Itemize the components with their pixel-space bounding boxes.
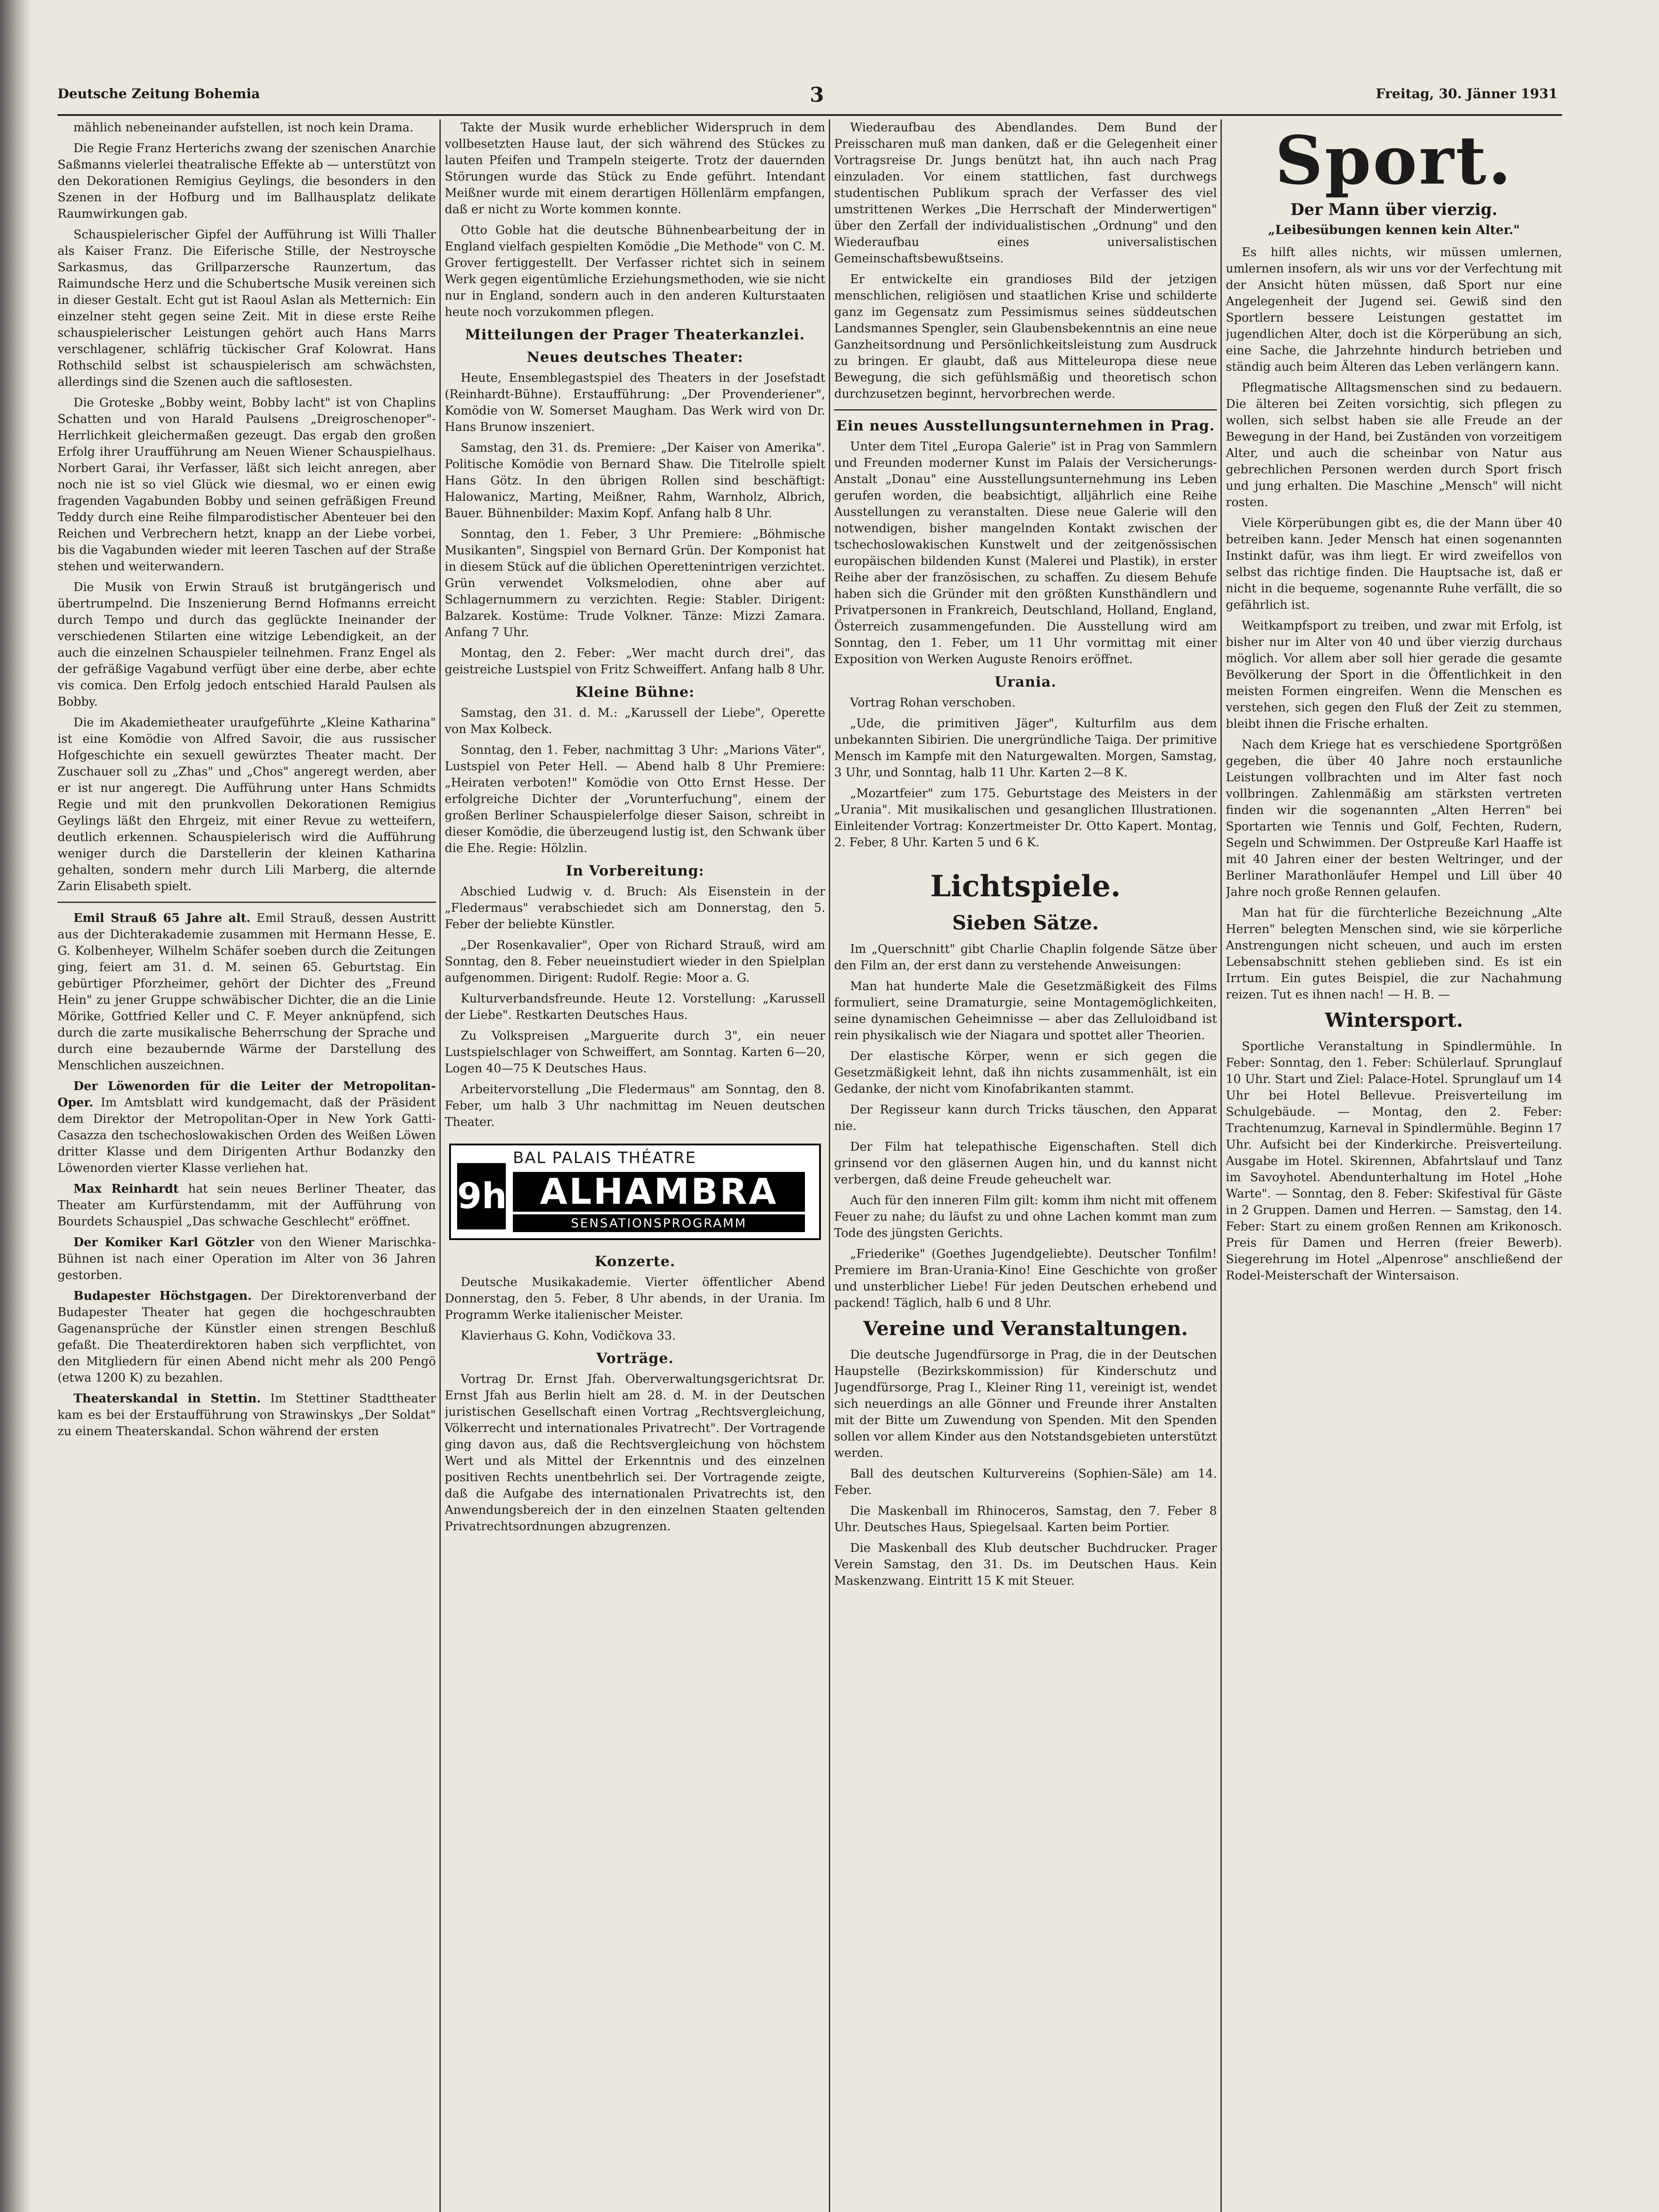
article-paragraph: Die Regie Franz Herterichs zwang der szenischen Anarchie Saßmanns vielerlei theatralische Effekte ab — unterstützt von den Dekorationen Remigius Geylings, die besonders in den Szenen in der Hofburg und im Ballhausplatz delikate Raumwirkungen gab. (58, 142, 436, 221)
alhambra-advertisement (449, 1144, 821, 1240)
club-notice: Die Maskenball des Klub deutscher Buchdrucker. Prager Verein Samstag, den 31. Ds. im Deutschen Haus. Kein Maskenzwang. Eintritt 15 K mit Steuer. (834, 1541, 1217, 1588)
film-notice: „Friederike" (Goethes Jugendgeliebte). Deutscher Tonfilm! Premiere im Bran-Urania-Kino! Eine Geschichte von großer und unsterblicher Liebe! Für jeden Deutschen erhebend und packend! Täglich, halb 6 und 8 Uhr. (834, 1247, 1217, 1310)
article-paragraph: Schauspielerischer Gipfel der Aufführung ist Willi Thaller als Kaiser Franz. Die Eiferische Stille, der Nestroysche Sarkasmus, das Grillparzersche Raunzertum, das Raimundsche Herz und die Schubertsche Musik vereinen sich in dieser Gestalt. Echt gut ist Raoul Aslan als Metternich: Ein einzelner steht gegen seine Zeit. Mit in diese erste Reihe schauspielerischer Leistungen gehört auch Hans Marrs verschlagener, schläfrig tückischer Graf Kolowrat. Hans Rothschild selbst ist schauspielerisch am schwächsten, allerdings sind die Szenen auch die saftlosesten. (58, 228, 436, 389)
club-notice: Ball des deutschen Kulturvereins (Sophien-Säle) am 14. Feber. (834, 1467, 1217, 1497)
article-paragraph: Pflegmatische Alltagsmenschen sind zu bedauern. Die älteren bei Zeiten vorsichtig, sich pflegen zu wollen, sich selbst haben sie alle Freude an der Bewegung in der Hand, bei Zuständen von vorzeitigem Alter, und auch die scheinbar von Natur aus gebrechlichen Personen werden durch Sport frisch und jung erhalten. Die Maschine „Mensch" will nicht rosten. (1226, 381, 1562, 509)
article-paragraph: Der Regisseur kann durch Tricks täuschen, den Apparat nie. (834, 1103, 1217, 1133)
heading-sieben-saetze: Sieben Sätze. (952, 912, 1099, 934)
subheading-vorbereitung: In Vorbereitung: (566, 862, 704, 879)
article-paragraph: Nach dem Kriege hat es verschiedene Sportgrößen gegeben, die über 40 Jahre noch erstaunliche Leistungen vollbrachten und im Alter fast noch vollbringen. Zahlenmäßig am stärksten vertreten finden wir die sogenannten „Alten Herren" bei Sportarten wie Tennis und Golf, Fechten, Rudern, Segeln und Schwimmen. Der Ostpreuße Karl Haaffe ist mit 40 Jahren einer der besten Weltringer, und der Berliner Marathonläufer Hempel und Lill über 40 Jahre noch große Rennen gelaufen. (1226, 738, 1562, 899)
news-note (58, 1234, 436, 1283)
article-paragraph: Die im Akademietheater uraufgeführte „Kleine Katharina" ist eine Komödie von Alfred Savoir, die aus russischer Hofgeschichte ein sexuell gewürztes Theater macht. Der Zuschauer soll zu „Zhas" und „Chos" angeregt werden, aber er ist nur angeregt. Die Aufführung unter Hans Schmidts Regie und mit den prunkvollen Dekorationen Remigius Geylings läßt den Ehrgeiz, mit einer Revue zu wetteifern, deutlich erkennen. Schauspielerisch wird die Aufführung weniger durch die Darstellerin der kleinen Katharina gehalten, sondern mehr durch Lili Marberg, die alternde Zarin Elisabeth spielt. (58, 716, 436, 893)
article-paragraph: Der Film hat telepathische Eigenschaften. Stell dich grinsend vor den gläsernen Augen hin, und du kannst nicht verbergen, daß deine Freude geheuchelt war. (834, 1140, 1217, 1187)
article-paragraph: Weitkampfsport zu treiben, und zwar mit Erfolg, ist bisher nur im Alter von 40 und über vierzig durchaus möglich. Vor allem aber soll hier gerade die gesamte Bevölkerung der Sport in die Öffentlichkeit in den meisten Formen eingreifen. Wenn die Menschen es verstehen, sich gegen den Fluß der Zeit zu stemmen, bleibt ihnen die Frische erhalten. (1226, 619, 1562, 731)
note-text: Im Amtsblatt wird kundgemacht, daß der Präsident dem Direktor der Metropolitan-Oper in New York Gatti-Casazza den tschechoslowakischen Orden des Weißen Löwen dritter Klasse und dem Dirigenten Arthur Bodanzky den Löwenorden vierter Klasse verliehen hat. (58, 1096, 436, 1175)
news-note (58, 1181, 436, 1230)
header-rule (58, 114, 1562, 116)
divider (834, 409, 1217, 411)
article-paragraph: Es hilft alles nichts, wir müssen umlernen, umlernen insofern, als wir uns vor der Verfechtung mit der Ansicht hüten müssen, daß Sport nur eine Angelegenheit der Jugend sei. Gewiß sind den Sportlern bessere Leistungen gestattet im jugendlichen Alter, doch ist die Körperübung an sich, eine Sache, die Jahrzehnte hindurch betrieben und ständig auch beim Älteren das Leben verlängern kann. (1226, 246, 1562, 374)
divider (58, 902, 436, 903)
column-2 (445, 119, 825, 2212)
section-heading-konzerte: Konzerte. (594, 1253, 676, 1270)
page-header (58, 83, 1558, 117)
article-intro: Im „Querschnitt" gibt Charlie Chaplin folgende Sätze über den Film an, der erst dann zu verstehende Anweisungen: (834, 942, 1217, 972)
concert-notice: Deutsche Musikakademie. Vierter öffentlicher Abend Donnerstag, den 5. Feber, 8 Uhr abends, in der Urania. Im Programm Werke italienischer Meister. (445, 1275, 825, 1322)
note-title: Max Reinhardt (73, 1182, 179, 1196)
urania-notice: Vortrag Rohan verschoben. (850, 696, 1016, 710)
note-text: Emil Strauß, dessen Austritt aus der Dichterakademie zusammen mit Hermann Hesse, E. G. Kolbenheyer, Wilhelm Schäfer soeben durch die Zeitungen ging, feiert am 31. d. M. seinen 65. Geburtstag. Ein gebürtiger Pforzheimer, gehört der Dichter des „Freund Hein" zu jener Gruppe schwäbischer Dichter, die an die Linie Mörike, Gottfried Keller und C. F. Meyer anknüpfend, sich durch die zarte musikalische Beherrschung der Sprache und durch eine bezaubernde Wärme der Darstellung des Menschlichen auszeichnen. (58, 911, 436, 1072)
article-paragraph: Otto Goble hat die deutsche Bühnenbearbeitung der in England vielfach gespielten Komödie „Die Methode" von C. M. Grover fertiggestellt. Der Verfasser richtet sich in seinem Werk gegen eigentümliche Erziehungsmethoden, wie sie nicht nur in England, sondern auch in den anderen Kulturstaaten heute noch vorzukommen pflegen. (445, 223, 825, 319)
section-heading-urania: Urania. (994, 673, 1057, 690)
article-paragraph: mählich nebeneinander aufstellen, ist noch kein Drama. (73, 121, 414, 134)
note-text: von den Wiener Marischka-Bühnen ist nach einer Operation im Alter von 36 Jahren gestorben. (58, 1236, 436, 1282)
theater-notice: „Der Rosenkavalier", Oper von Richard Strauß, wird am Sonntag, den 8. Feber neueinstudiert wieder in den Spielplan aufgenommen. Dirigent: Rudolf. Regie: Moor a. G. (445, 938, 825, 985)
note-text: hat sein neues Berliner Theater, das Theater am Kurfürstendamm, mit der Aufführung von Bourdets Schauspiel „Das schwache Geschlecht" eröffnet. (58, 1182, 436, 1229)
article-paragraph: Auch für den inneren Film gilt: komm ihm nicht mit offenem Feuer zu nahe; du läufst zu und ohne Lachen kommt man zum Tode des jüngsten Gerichts. (834, 1194, 1217, 1240)
urania-notice: „Mozartfeier" zum 175. Geburtstage des Meisters in der „Urania". Mit musikalischen und gesanglichen Illustrationen. Einleitender Vortrag: Konzertmeister Dr. Otto Kapert. Montag, 2. Feber, 8 Uhr. Karten 5 und 6 K. (834, 787, 1217, 849)
column-3 (834, 119, 1217, 2212)
ad-logo: 9h (457, 1163, 506, 1229)
urania-notice: „Ude, die primitiven Jäger", Kulturfilm aus dem unbekannten Sibirien. Die unergründliche Taiga. Der primitive Mensch im Kampfe mit den Naturgewalten. Morgen, Samstag, 3 Uhr, und Sonntag, halb 11 Uhr. Karten 2—8 K. (834, 717, 1217, 780)
theater-notice: Heute, Ensemblegastspiel des Theaters in der Josefstadt (Reinhardt-Bühne). Erstaufführung: „Der Provenderiener", Komödie von W. Somerset Maugham. Das Werk wird von Dr. Hans Brunow inszeniert. (445, 371, 825, 434)
column-1 (58, 119, 436, 2212)
ad-venue: BAL PALAIS THÉATRE (513, 1149, 697, 1167)
ad-subtitle: SENSATIONSPROGRAMM (513, 1214, 805, 1232)
lecture-notice: Vortrag Dr. Ernst Jfah. Oberverwaltungsgerichtsrat Dr. Ernst Jfah aus Berlin hielt am 28. d. M. in der Deutschen juristischen Gesellschaft einen Vortrag „Rechtsvergleichung, Völkerrecht und internationales Privatrecht". Der Vortragende ging davon aus, daß die Rechtsvergleichung von höchstem Wert und als Mittel der Erkenntnis und des einzelnen positiven Rechts unentbehrlich sei. Der Vortragende zeigte, daß die Aufgabe des internationalen Privatrechts ist, den Anwendungsbereich der in den einzelnen Staaten geltenden Privatrechtsordnungen abzugrenzen. (445, 1372, 825, 1533)
note-text: Der Direktorenverband der Budapester Theater hat gegen die hochgeschraubten Gagenansprüche der Künstler einen strengen Beschluß gefaßt. Die Theaterdirektoren haben sich verpflichtet, von den Mitgliedern für einen Abend nicht mehr als 200 Pengö (etwa 1200 K) zu bezahlen. (58, 1289, 436, 1385)
article-paragraph: Der elastische Körper, wenn er sich gegen die Gesetzmäßigkeit lehnt, daß ihn nichts zusammenhält, ist ein Gedanke, der nicht vom Kinofabrikanten stammt. (834, 1049, 1217, 1096)
article-paragraph: Man hat hunderte Male die Gesetzmäßigkeit des Films formuliert, seine Dramaturgie, seine Montagemöglichkeiten, seine dynamischen Geheimnisse — aber das Zelluloidband ist rein physikalisch wie der Niagara und spottet aller Theorien. (834, 979, 1217, 1042)
article-paragraph: Takte der Musik wurde erheblicher Widerspruch in dem vollbesetzten Hause laut, der sich während des Stückes zu lauten Pfeifen und Trampeln steigerte. Trotz der dauernden Störungen wurde das Stück zu Ende geführt. Intendant Meißner wurde mit einem derartigen Höllenlärm empfangen, daß er nicht zu Worte kommen konnte. (445, 121, 825, 216)
article-paragraph: Er entwickelte ein grandioses Bild der jetzigen menschlichen, religiösen und staatlichen Krise und schilderte ganz im Gegensatz zum Pessimismus seines süddeutschen Landsmannes Spengler, sein Glaubensbekenntnis an eine neue Ganzheitsordnung und Persönlichkeitsleistung zum Ausdruck zu bringen. Er glaubt, daß aus Mitteleuropa diese neue Bewegung, die sich gefühlsmäßig und theoretisch schon durchzusetzen beginnt, hervorbrechen werde. (834, 273, 1217, 401)
section-heading-sport: Sport. (1275, 122, 1513, 200)
note-title: Budapester Höchstgagen. (73, 1289, 252, 1303)
subheading-leibesuebungen: „Leibesübungen kennen kein Alter." (1268, 223, 1520, 237)
article-paragraph: Wiederaufbau des Abendlandes. Dem Bund der Preisscharen muß man danken, daß er die Gelegenheit einer Vortragsreise Dr. Jungs benützt hat, ihn auch nach Prag einzuladen. Vor einem stattlichen, fast durchwegs studentischen Publikum sprach der Verfasser des viel umstrittenen Werkes „Die Herrschaft der Minderwertigen" über den Zerfall der individualistischen „Ordnung" und den Wiederaufbau eines universalistischen Gemeinschaftsbewußtseins. (834, 121, 1217, 265)
note-text: Im Stettiner Stadttheater kam es bei der Erstaufführung von Strawinskys „Der Soldat" zu einem Theaterskandal. Schon während der ersten (58, 1392, 436, 1438)
theater-notice: Samstag, den 31. d. M.: „Karussell der Liebe", Operette von Max Kolbeck. (445, 706, 825, 736)
column-rule (1220, 119, 1222, 2212)
note-title: Der Komiker Karl Götzler (73, 1236, 254, 1249)
theater-notice: Kulturverbandsfreunde. Heute 12. Vorstellung: „Karussell der Liebe". Restkarten Deutsches Haus. (445, 992, 825, 1022)
club-notice: Die deutsche Jugendfürsorge in Prag, die in der Deutschen Haupstelle (Bezirkskommission) für Kinderschutz und Jugendfürsorge, Prag I., Kleiner Ring 11, vereinigt ist, wendet sich neuerdings an alle Gönner und Freunde ihrer Anstalten mit der Bitte um Zuwendung von Spenden. Mit den Spenden sollen vor allem Kinder aus den Notstandsgebieten unterstützt werden. (834, 1348, 1217, 1460)
article-paragraph: Viele Körperübungen gibt es, die der Mann über 40 betreiben kann. Jeder Mensch hat einen sogenannten Instinkt dafür, was ihm liegt. Er wird zweifellos von selbst das richtige finden. Die Hauptsache ist, daß er nicht in die bequeme, sogenannte Ruhe verfällt, die so gefährlich ist. (1226, 516, 1562, 612)
heading-mann-ueber-vierzig: Der Mann über vierzig. (1290, 200, 1497, 219)
news-note (58, 1288, 436, 1386)
article-paragraph: Man hat für die fürchterliche Bezeichnung „Alte Herren" belegten Menschen sind, wie sie körperliche Anstrengungen nicht scheuen, und auch im ersten Lebensabschnitt stehen geblieben sind. Es ist ein Irrtum. Ein gutes Beispiel, die zur Nachahmung reizen. Tut es ihnen nach! — H. B. — (1226, 906, 1562, 1002)
ad-name: ALHAMBRA (513, 1172, 805, 1212)
column-4-sport (1226, 119, 1562, 2212)
section-heading-vortraege: Vorträge. (596, 1350, 674, 1367)
theater-notice: Sonntag, den 1. Feber, 3 Uhr Premiere: „Böhmische Musikanten", Singspiel von Bernard Grün. Der Komponist hat in diesem Stück auf die üblichen Operettenintrigen verzichtet. Grün verwendet Volksmelodien, ohne aber auf Schlagernummern zu verzichten. Regie: Stabler. Dirigent: Balzarek. Kostüme: Trude Volkner. Tänze: Mizzi Zamara. Anfang 7 Uhr. (445, 527, 825, 639)
page-number: 3 (810, 83, 824, 107)
news-note (58, 1078, 436, 1176)
section-heading-lichtspiele: Lichtspiele. (930, 869, 1121, 903)
column-rule (829, 119, 830, 2212)
theater-notice: Sonntag, den 1. Feber, nachmittag 3 Uhr: „Marions Väter", Lustspiel von Peter Hell. — Abend halb 8 Uhr Premiere: „Heiraten verboten!" Komödie von Otto Ernst Hesse. Der erfolgreiche Dichter der „Vorunterfuchung", einem der großen Berliner Schauspielerfolge dieser Saison, schreibt in dieser Komödie, die überzeugend lustig ist, den Schwank über die Ehe. Regie: Hölzlin. (445, 743, 825, 855)
column-rule (439, 119, 441, 2212)
article-paragraph: Unter dem Titel „Europa Galerie" ist in Prag von Sammlern und Freunden moderner Kunst im Palais der Versicherungs-Anstalt „Donau" eine Ausstellungsunternehmung ins Leben gerufen worden, die beabsichtigt, alljährlich eine Reihe Ausstellungen zu veranstalten. Diese neue Galerie will den notwendigen, bisher mangelnden Kontakt zwischen der tschechoslowakischen Kunstwelt und der zeitgenössischen europäischen bildenden Kunst (Malerei und Plastik), in erster Reihe aber der französischen, zu schaffen. Zu diesem Behufe haben sich die Gründer mit den größten Kunsthändlern und Privatpersonen in Frankreich, Deutschland, Holland, England, Österreich zusammengefunden. Die Ausstellung wird am Sonntag, den 1. Feber, um 11 Uhr vormittag mit einer Exposition von Werken Auguste Renoirs eröffnet. (834, 440, 1217, 666)
note-title: Theaterskandal in Stettin. (73, 1392, 261, 1406)
theater-notice: Zu Volkspreisen „Marguerite durch 3", ein neuer Lustspielschlager von Schweiffert, am Sonntag. Karten 6—20, Logen 40—75 K Deutsches Haus. (445, 1029, 825, 1075)
section-heading-vereine: Vereine und Veranstaltungen. (863, 1317, 1188, 1340)
article-paragraph: Die Musik von Erwin Strauß ist brutgängerisch und übertrumpelnd. Die Inszenierung Bernd Hofmanns erreicht durch Tempo und durch das geglückte Ineinander der verschiedenen Stilarten eine witzige Lebendigkeit, an der auch die einzelnen Schauspieler teilnehmen. Franz Engel als der gefräßige Vagabund verfügt über eine derbe, aber echte vis comica. Den Erfolg jedoch entschied Harald Paulsen als Bobby. (58, 580, 436, 709)
article-paragraph: Die Groteske „Bobby weint, Bobby lacht" ist von Chaplins Schatten und von Harald Paulsens „Dreigroschenoper"-Herrlichkeit gleichermaßen gezeugt. Das ergab den großen Erfolg ihrer Uraufführung am Neuen Wiener Schauspielhaus. Norbert Garai, ihr Verfasser, läßt sich leicht anregen, aber noch nie ist so viel Glück wie diesmal, wo er einen ewig fragenden Vagabunden Bobby und seinen gefräßigen Freund Teddy durch eine Reihe filmparodistischer Abenteuer bei den Reichen und Verbrechern hetzt, knapp an der Liebe vorbei, bis die Vagabunden wieder mit leeren Taschen auf der Straße stehen und weiterwandern. (58, 396, 436, 573)
subheading-neues-theater: Neues deutsches Theater: (527, 349, 743, 365)
scan-edge-left (0, 0, 32, 2212)
heading-ausstellung: Ein neues Ausstellungsunternehmen in Prag. (836, 417, 1215, 434)
club-notice: Die Maskenball im Rhinoceros, Samstag, den 7. Feber 8 Uhr. Deutsches Haus, Spiegelsaal. Karten beim Portier. (834, 1504, 1217, 1534)
sport-notice: Sportliche Veranstaltung in Spindlermühle. In Feber: Sonntag, den 1. Feber: Schülerlauf. Sprunglauf 10 Uhr. Start und Ziel: Palace-Hotel. Sprunglauf um 14 Uhr bei Hotel Bellevue. Preisverteilung im Schulgebäude. — Montag, den 2. Feber: Trachtenumzug, Karneval in Spindlermühle. Beginn 17 Uhr. Aufsicht bei der Kinderkirche. Preisverteilung. Ausgabe im Hotel. Skirennen, Abfahrtslauf und Tanz im Savoyhotel. Abendunterhaltung im Hotel „Hohe Warte". — Sonntag, den 8. Feber: Skifestival für Gäste in 2 Gruppen. Damen und Herren. — Samstag, den 14. Feber: Start zu einem großen Rennen am Krikonosch. Preis für Damen und Herren (freier Bewerb). Siegerehrung im Hotel „Alpenrose" anschließend der Rodel-Meisterschaft der Wintersaison. (1226, 1040, 1562, 1283)
theater-notice: Montag, den 2. Feber: „Wer macht durch drei", das geistreiche Lustspiel von Fritz Schweiffert. Anfang halb 8 Uhr. (445, 646, 825, 676)
newspaper-name: Deutsche Zeitung Bohemia (58, 86, 260, 102)
issue-date: Freitag, 30. Jänner 1931 (1376, 86, 1558, 102)
note-title: Der Löwenorden für die Leiter der Metropolitan-Oper. (58, 1079, 436, 1110)
news-note (58, 1390, 436, 1440)
news-note (58, 910, 436, 1074)
section-heading-mitteilungen: Mitteilungen der Prager Theaterkanzlei. (465, 326, 805, 343)
concert-notice: Klavierhaus G. Kohn, Vodičkova 33. (461, 1329, 676, 1343)
subheading-kleine-buehne: Kleine Bühne: (575, 684, 695, 700)
theater-notice: Abschied Ludwig v. d. Bruch: Als Eisenstein in der „Fledermaus" verabschiedet sich am Donnerstag, den 5. Feber der beliebte Künstler. (445, 885, 825, 931)
theater-notice: Arbeitervorstellung „Die Fledermaus" am Sonntag, den 8. Feber, um halb 3 Uhr nachmittag im Neuen deutschen Theater. (445, 1083, 825, 1129)
theater-notice: Samstag, den 31. ds. Premiere: „Der Kaiser von Amerika". Politische Komödie von Bernard Shaw. Die Titelrolle spielt Hans Götz. In den übrigen Rollen sind beschäftigt: Halowanicz, Marting, Meißner, Rahm, Warnholz, Albrich, Bauer. Bühnenbilder: Maxim Kopf. Anfang halb 8 Uhr. (445, 441, 825, 520)
note-title: Emil Strauß 65 Jahre alt. (73, 911, 251, 925)
section-heading-wintersport: Wintersport. (1324, 1009, 1463, 1032)
